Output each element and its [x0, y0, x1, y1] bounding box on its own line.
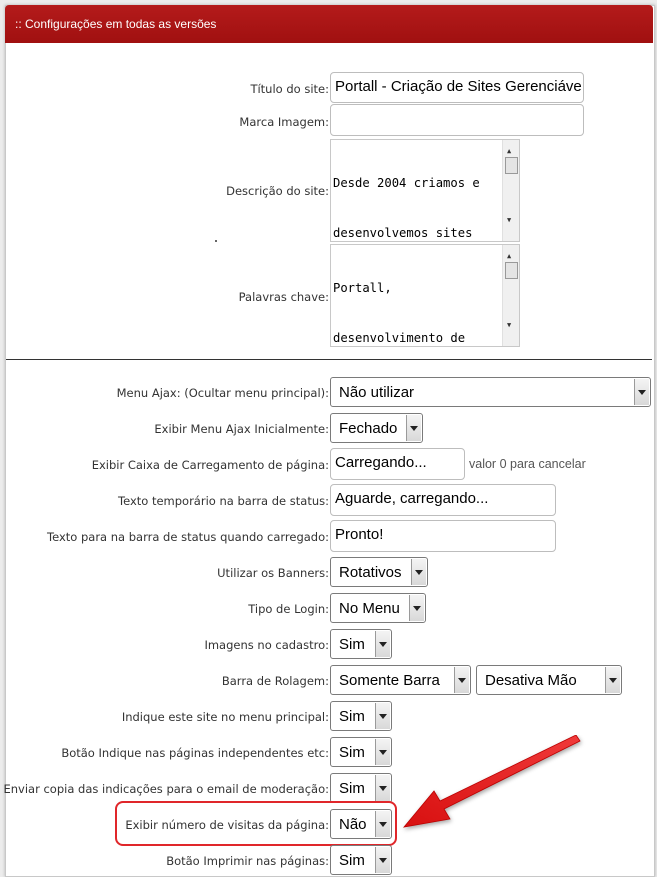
dropdown-arrow-icon[interactable] [375, 847, 390, 873]
description-textarea[interactable] [330, 139, 520, 242]
keywords-line: Portall, [333, 281, 392, 295]
scroll-thumb[interactable] [505, 262, 518, 279]
scroll-thumb[interactable] [505, 157, 518, 174]
send-copy-label: Enviar copia das indicações para o email de moderação: [3, 782, 329, 796]
show-menu-ajax-label: Exibir Menu Ajax Inicialmente: [154, 422, 329, 436]
recommend-button-value: Sim [339, 744, 365, 761]
menu-ajax-value: Não utilizar [339, 384, 415, 401]
scroll-hand-value: Desativa Mão [485, 672, 577, 689]
dropdown-arrow-icon[interactable] [411, 559, 426, 585]
registration-images-label: Imagens no cadastro: [204, 638, 329, 652]
brand-image-input[interactable] [330, 104, 584, 136]
loading-box-input[interactable]: Carregando... [330, 448, 465, 480]
stray-dot [215, 240, 217, 242]
brand-image-label: Marca Imagem: [239, 115, 329, 129]
annotation-arrow-icon [400, 735, 590, 835]
menu-ajax-select[interactable] [330, 377, 651, 407]
description-line: Desde 2004 criamos e [333, 176, 480, 190]
status-loaded-text-label: Texto para na barra de status quando carregado: [47, 530, 329, 544]
recommend-site-select[interactable] [330, 701, 392, 731]
keywords-line: desenvolvimento de [333, 330, 466, 345]
dropdown-arrow-icon[interactable] [375, 775, 390, 801]
login-type-select[interactable] [330, 593, 426, 623]
show-menu-ajax-value: Fechado [339, 420, 398, 437]
recommend-button-select[interactable] [330, 737, 392, 767]
login-type-label: Tipo de Login: [248, 602, 329, 616]
dropdown-arrow-icon[interactable] [375, 739, 390, 765]
description-scrollbar[interactable] [502, 140, 519, 241]
panel-header [5, 5, 653, 43]
print-button-label: Botão Imprimir nas páginas: [166, 854, 329, 868]
dropdown-arrow-icon[interactable] [634, 379, 649, 405]
print-button-value: Sim [339, 852, 365, 869]
status-temp-text-input[interactable]: Aguarde, carregando... [330, 484, 556, 516]
login-type-value: No Menu [339, 600, 400, 617]
scroll-down-arrow-icon[interactable]: ▼ [507, 216, 512, 224]
dropdown-arrow-icon[interactable] [375, 811, 390, 837]
show-menu-ajax-select[interactable] [330, 413, 423, 443]
dropdown-arrow-icon[interactable] [406, 415, 421, 441]
keywords-label: Palavras chave: [238, 290, 329, 304]
print-button-select[interactable] [330, 845, 392, 875]
status-loaded-text-input[interactable]: Pronto! [330, 520, 556, 552]
scroll-bar-select[interactable] [330, 665, 471, 695]
section-divider [6, 359, 652, 360]
dropdown-arrow-icon[interactable] [605, 667, 620, 693]
registration-images-select[interactable] [330, 629, 392, 659]
status-temp-text-label: Texto temporário na barra de status: [118, 494, 329, 508]
loading-box-hint: valor 0 para cancelar [469, 457, 586, 471]
keywords-scrollbar[interactable] [502, 245, 519, 346]
scroll-up-arrow-icon[interactable]: ▲ [507, 252, 512, 260]
dropdown-arrow-icon[interactable] [409, 595, 424, 621]
description-line: desenvolvemos sites [333, 225, 473, 240]
keywords-textarea[interactable] [330, 244, 520, 347]
banners-select[interactable] [330, 557, 428, 587]
send-copy-value: Sim [339, 780, 365, 797]
page-visits-label: Exibir número de visitas da página: [125, 818, 329, 832]
recommend-site-value: Sim [339, 708, 365, 725]
scroll-hand-select[interactable] [476, 665, 622, 695]
scroll-down-arrow-icon[interactable]: ▼ [507, 321, 512, 329]
dropdown-arrow-icon[interactable] [375, 703, 390, 729]
panel-title: :: Configurações em todas as versões [15, 17, 217, 31]
registration-images-value: Sim [339, 636, 365, 653]
scroll-bar-label: Barra de Rolagem: [221, 674, 329, 688]
description-label: Descrição do site: [226, 184, 329, 198]
scroll-bar-value: Somente Barra [339, 672, 440, 689]
page-visits-select[interactable] [330, 809, 392, 839]
menu-ajax-label: Menu Ajax: (Ocultar menu principal): [116, 386, 329, 400]
banners-value: Rotativos [339, 564, 402, 581]
dropdown-arrow-icon[interactable] [454, 667, 469, 693]
recommend-site-label: Indique este site no menu principal: [121, 710, 329, 724]
scroll-up-arrow-icon[interactable]: ▲ [507, 147, 512, 155]
banners-label: Utilizar os Banners: [217, 566, 329, 580]
send-copy-select[interactable] [330, 773, 392, 803]
site-title-input[interactable]: Portall - Criação de Sites Gerenciáve [330, 72, 584, 103]
page-visits-value: Não [339, 816, 367, 833]
recommend-button-label: Botão Indique nas páginas independentes etc: [61, 746, 329, 760]
site-title-label: Título do site: [250, 82, 329, 96]
dropdown-arrow-icon[interactable] [375, 631, 390, 657]
loading-box-label: Exibir Caixa de Carregamento de página: [91, 458, 329, 472]
